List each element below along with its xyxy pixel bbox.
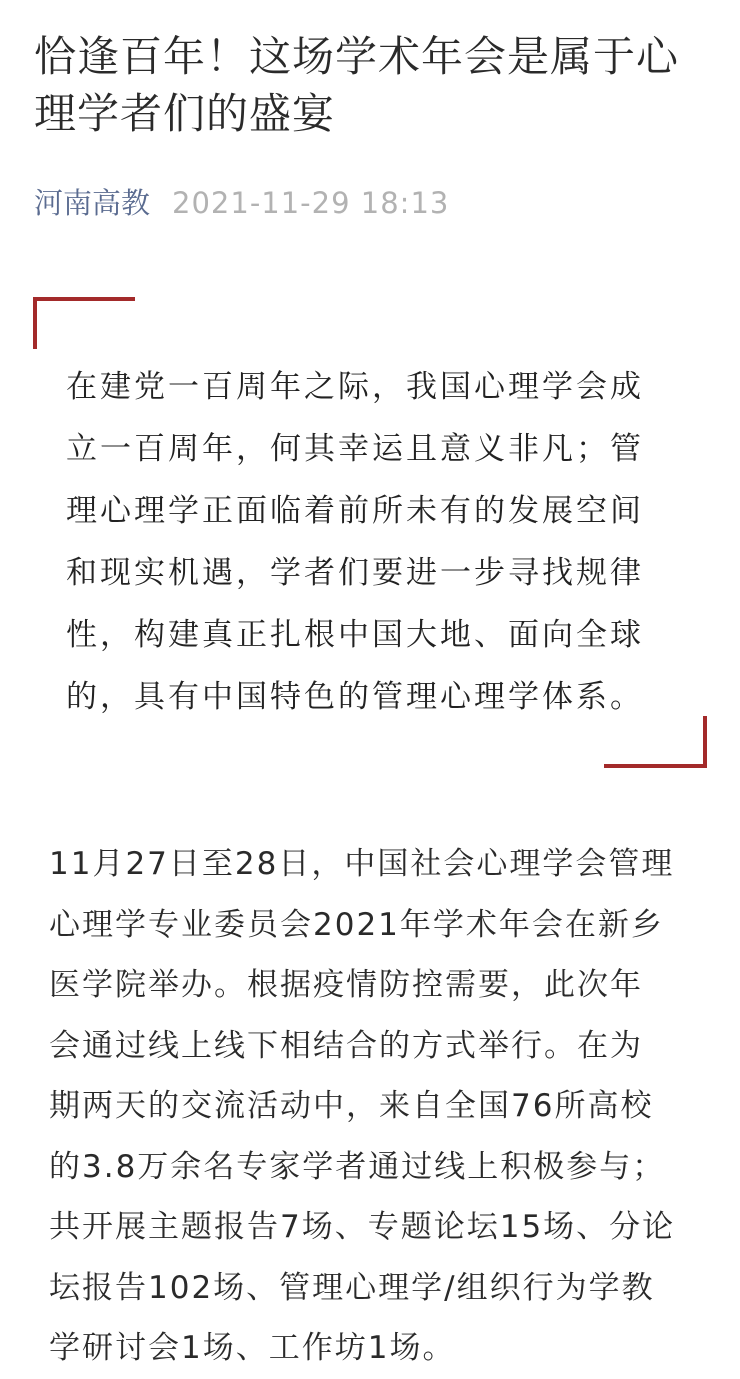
pull-quote — [66, 356, 678, 728]
quote-line: 立一百周年，何其幸运且意义非凡；管 — [66, 431, 644, 467]
paragraph-line: 坛报告102场、管理心理学/组织行为学教 — [49, 1269, 655, 1306]
quote-line: 理心理学正面临着前所未有的发展空间 — [66, 493, 644, 529]
paragraph-line: 会通过线上线下相结合的方式举行。在为 — [49, 1027, 643, 1064]
paragraph-line: 共开展主题报告7场、专题论坛15场、分论 — [49, 1209, 676, 1245]
article-title: 恰逢百年！这场学术年会是属于心理学者们的盛宴 — [34, 32, 680, 138]
source-link[interactable]: 河南高教 — [34, 186, 151, 220]
quote-line: 和现实机遇，学者们要进一步寻找规律 — [66, 555, 644, 591]
quote-corner-bottom-right — [604, 716, 707, 768]
quote-line: 的，具有中国特色的管理心理学体系。 — [66, 679, 644, 715]
quote-corner-top-left — [33, 297, 135, 349]
paragraph-line: 心理学专业委员会2021年学术年会在新乡 — [49, 906, 664, 943]
paragraph-line: 学研讨会1场、工作坊1场。 — [49, 1330, 456, 1366]
paragraph-line: 的3.8万余名专家学者通过线上积极参与； — [49, 1148, 666, 1185]
paragraph-line: 11月27日至28日，中国社会心理学会管理 — [49, 846, 675, 882]
publish-date: 2021-11-29 18:13 — [172, 186, 450, 220]
paragraph-line: 医学院举办。根据疫情防控需要，此次年 — [49, 967, 643, 1003]
paragraph-line: 期两天的交流活动中，来自全国76所高校 — [49, 1088, 654, 1124]
quote-line: 性，构建真正扎根中国大地、面向全球 — [66, 617, 644, 653]
quote-line: 在建党一百周年之际，我国心理学会成 — [66, 369, 644, 405]
article-meta — [34, 183, 449, 223]
article-paragraph — [49, 834, 699, 1379]
